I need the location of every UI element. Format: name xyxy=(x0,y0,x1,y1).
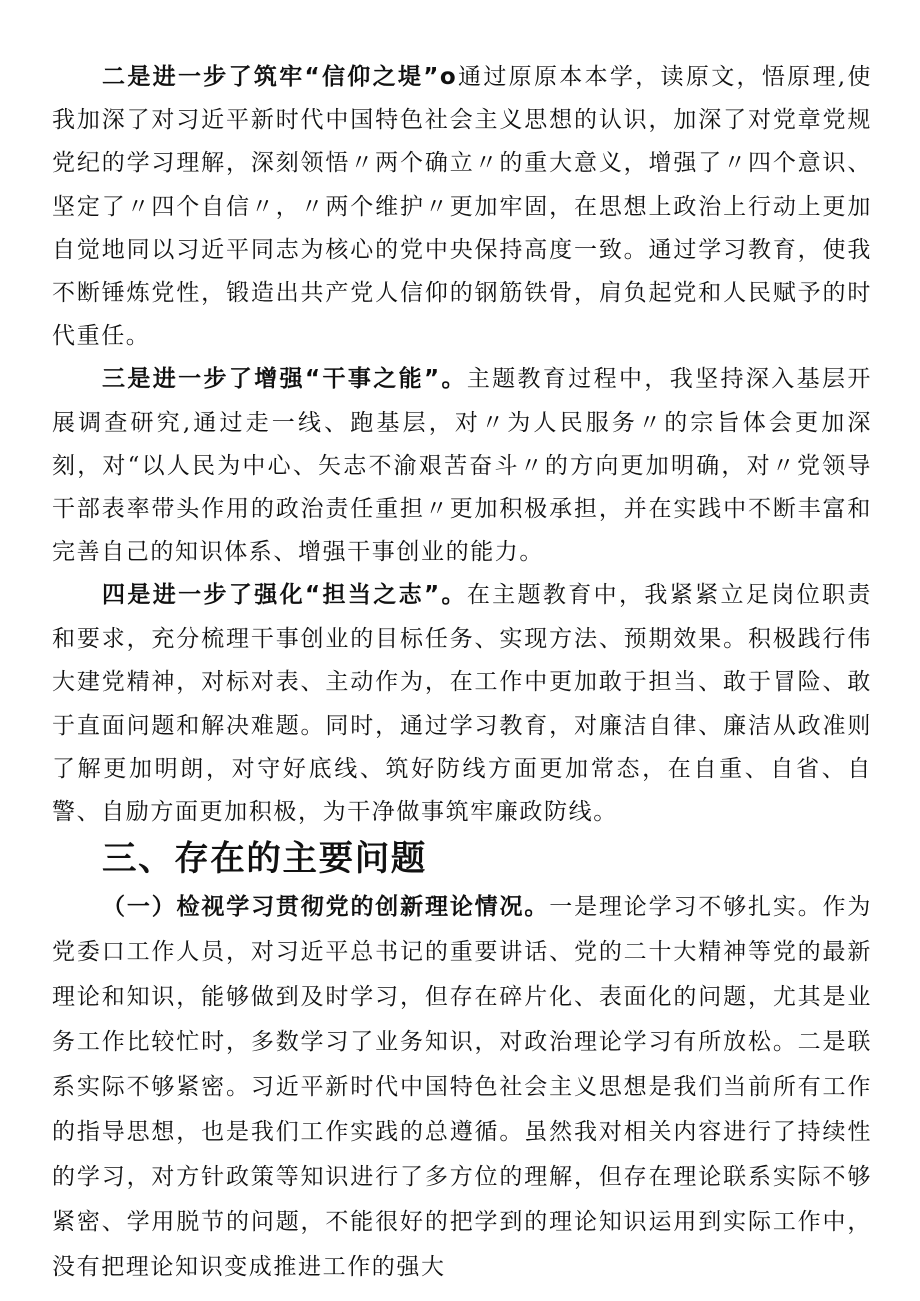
paragraph-body: 通过原原本本学，读原文，悟原理,使我加深了对习近平新时代中国特色社会主义思想的认识，加深了对党章党规党纪的学习理解，深刻领悟〃两个确立〃的重大意义，增强了〃四个意识、坚定了〃四个自信〃，〃两个维护〃更加牢固，在思想上政治上行动上更加自觉地同以习近平同志为核心的党中央保持高度一致。通过学习教育，使我不断锤炼党性，锻造出共产党人信仰的钢筋铁骨，肩负起党和人民赋予的时代重任。 xyxy=(52,64,872,350)
paragraph-body: 主题教育过程中，我坚持深入基层开展调查研究,通过走一线、跑基层，对〃为人民服务〃的宗旨体会更加深刻，对“以人民为中心、矢志不渝艰苦奋斗〃的方向更加明确，对〃党领导干部表率带头作用的政治责任重担〃更加积极承担，并在实践中不断丰富和完善自己的知识体系、增强干事创业的能力。 xyxy=(52,366,872,566)
paragraph-lead: 二是进一步了筑牢“信仰之堤”o xyxy=(102,64,458,90)
paragraph-responsibility xyxy=(52,574,872,834)
document-page xyxy=(52,56,872,1290)
section-heading: 三、存在的主要问题 xyxy=(102,838,427,879)
paragraph-lead: 四是进一步了强化“担当之志”。 xyxy=(102,582,467,609)
paragraph-lead: 三是进一步了增强“干事之能”。 xyxy=(102,366,467,393)
paragraph-subsection-theory xyxy=(52,885,872,1290)
paragraph-body: 在主题教育中，我紧紧立足岗位职责和要求，充分梳理干事创业的目标任务、实现方法、预期效果。积极践行伟大建党精神，对标对表、主动作为，在工作中更加敢于担当、敢于冒险、敢于直面问题和解决难题。同时，通过学习教育，对廉洁自律、廉洁从政准则了解更加明朗，对守好底线、筑好防线方面更加常态，在自重、自省、自警、自励方面更加积极，为干净做事筑牢廉政防线。 xyxy=(52,582,872,826)
subsection-body: 一是理论学习不够扎实。作为党委口工作人员，对习近平总书记的重要讲话、党的二十大精神等党的最新理论和知识，能够做到及时学习，但存在碎片化、表面化的问题，尤其是业务工作比较忙时，多数学习了业务知识，对政治理论学习有所放松。二是联系实际不够紧密。习近平新时代中国特色社会主义思想是我们当前所有工作的指导思想，也是我们工作实践的总遵循。虽然我对相关内容进行了持续性的学习，对方针政策等知识进行了多方位的理解，但存在理论联系实际不够紧密、学用脱节的问题，不能很好的把学到的理论知识运用到实际工作中，没有把理论知识变成推进工作的强大 xyxy=(52,893,872,1280)
paragraph-faith xyxy=(52,56,872,358)
subsection-lead: （一）检视学习贯彻党的创新理论情况。 xyxy=(102,893,550,920)
paragraph-ability xyxy=(52,358,872,574)
